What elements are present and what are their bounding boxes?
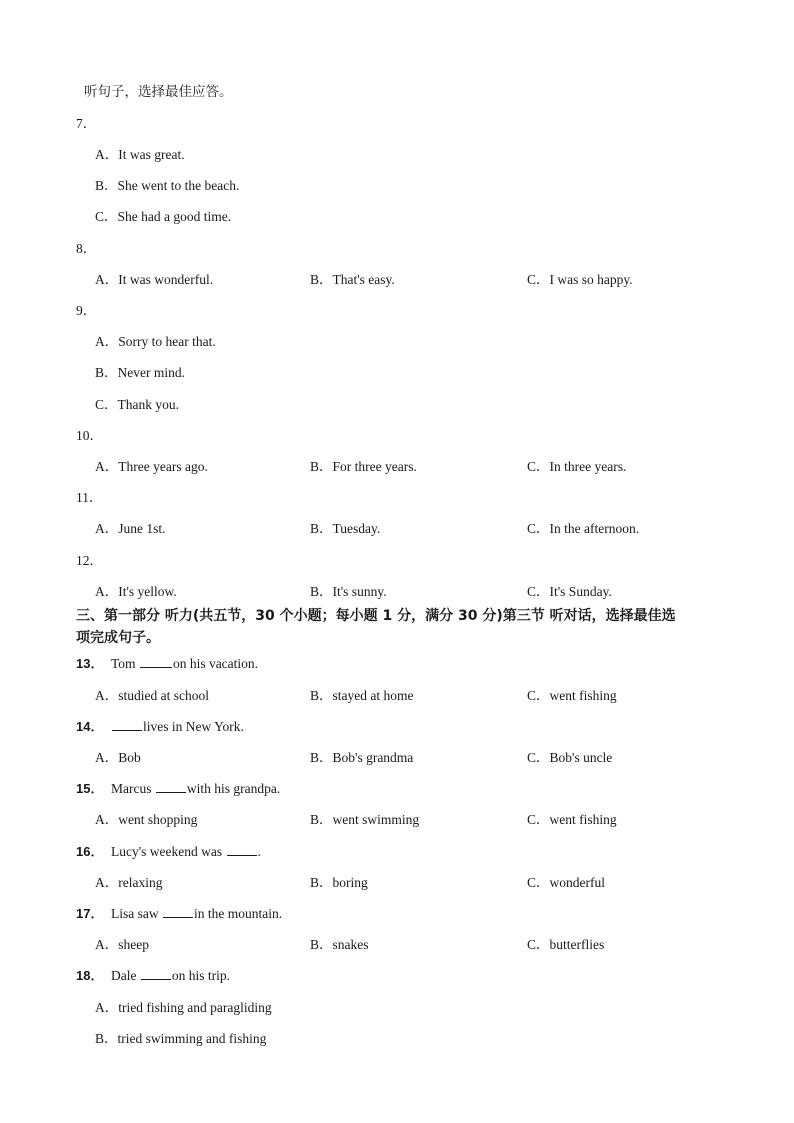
question-10-number: 10． [76, 428, 103, 443]
question-16-number: 16． [76, 844, 104, 859]
question-14-number: 14． [76, 719, 104, 734]
q15-stem-before: Marcus [111, 781, 155, 796]
q9-option-a[interactable]: A．Sorry to hear that. [95, 334, 216, 349]
q15-option-a[interactable]: A．went shopping [95, 812, 198, 827]
q13-option-c[interactable]: C．went fishing [527, 688, 617, 703]
q15-option-c[interactable]: C．went fishing [527, 812, 617, 827]
question-18-number: 18． [76, 968, 104, 983]
q18-option-a[interactable]: A．tried fishing and paragliding [95, 1000, 272, 1015]
q15-option-b[interactable]: B．went swimming [310, 812, 420, 827]
q14-option-a[interactable]: A．Bob [95, 750, 141, 765]
q15-blank [156, 780, 186, 793]
question-17-stem [111, 905, 282, 923]
q16-stem-after: . [257, 844, 261, 859]
q16-option-c[interactable]: C．wonderful [527, 875, 605, 890]
question-13-number: 13． [76, 656, 104, 671]
question-7-number: 7． [76, 116, 97, 131]
q16-stem-before: Lucy's weekend was [111, 844, 226, 859]
q13-blank [140, 655, 172, 668]
q17-stem-after: in the mountain. [194, 906, 283, 921]
question-18-stem [111, 967, 230, 985]
q7-option-b[interactable]: B．She went to the beach. [95, 178, 240, 193]
q14-option-c[interactable]: C．Bob's uncle [527, 750, 613, 765]
q18-stem-after: on his trip. [171, 968, 230, 983]
q13-stem-after: on his vacation. [172, 656, 259, 671]
q11-option-b[interactable]: B．Tuesday. [310, 521, 381, 536]
question-15-number: 15． [76, 781, 104, 796]
question-8-number: 8． [76, 241, 97, 256]
q8-option-b[interactable]: B．That's easy. [310, 272, 395, 287]
q17-option-b[interactable]: B．snakes [310, 937, 369, 952]
q9-option-c[interactable]: C．Thank you. [95, 397, 179, 412]
q17-option-a[interactable]: A．sheep [95, 937, 149, 952]
q18-stem-before: Dale [111, 968, 140, 983]
question-16-stem [111, 843, 261, 861]
q11-option-a[interactable]: A．June 1st. [95, 521, 166, 536]
q7-option-c[interactable]: C．She had a good time. [95, 209, 232, 224]
question-15-stem [111, 780, 280, 798]
q17-stem-before: Lisa saw [111, 906, 162, 921]
q10-option-a[interactable]: A．Three years ago. [95, 459, 208, 474]
q13-option-b[interactable]: B．stayed at home [310, 688, 414, 703]
q17-blank [163, 905, 193, 918]
q16-option-b[interactable]: B．boring [310, 875, 368, 890]
listening-instruction: 听句子，选择最佳应答。 [84, 84, 233, 100]
section-3-heading: 三、第一部分 听力(共五节，30 个小题；每小题 1 分，满分 30 分)第三节 听对话，选择最佳选 [76, 608, 676, 624]
q12-option-c[interactable]: C．It's Sunday. [527, 584, 612, 599]
q11-option-c[interactable]: C．In the afternoon. [527, 521, 640, 536]
q10-option-c[interactable]: C．In three years. [527, 459, 627, 474]
section-3-heading-cont: 项完成句子。 [76, 630, 160, 646]
question-11-number: 11． [76, 490, 103, 505]
question-14-stem [111, 718, 244, 736]
q10-option-b[interactable]: B．For three years. [310, 459, 417, 474]
q7-option-a[interactable]: A．It was great. [95, 147, 185, 162]
q18-option-b[interactable]: B．tried swimming and fishing [95, 1031, 267, 1046]
q16-option-a[interactable]: A．relaxing [95, 875, 163, 890]
q8-option-c[interactable]: C．I was so happy. [527, 272, 633, 287]
q14-blank [112, 718, 142, 731]
question-9-number: 9． [76, 303, 97, 318]
q13-option-a[interactable]: A．studied at school [95, 688, 209, 703]
q9-option-b[interactable]: B．Never mind. [95, 365, 185, 380]
q14-option-b[interactable]: B．Bob's grandma [310, 750, 414, 765]
q16-blank [227, 843, 257, 856]
q17-option-c[interactable]: C．butterflies [527, 937, 605, 952]
question-12-number: 12． [76, 553, 103, 568]
q8-option-a[interactable]: A．It was wonderful. [95, 272, 214, 287]
question-17-number: 17． [76, 906, 104, 921]
q12-option-a[interactable]: A．It's yellow. [95, 584, 177, 599]
question-13-stem [111, 655, 258, 673]
q18-blank [141, 967, 171, 980]
q12-option-b[interactable]: B．It's sunny. [310, 584, 387, 599]
q13-stem-before: Tom [111, 656, 139, 671]
q14-stem-after: lives in New York. [143, 719, 244, 734]
q15-stem-after: with his grandpa. [186, 781, 281, 796]
